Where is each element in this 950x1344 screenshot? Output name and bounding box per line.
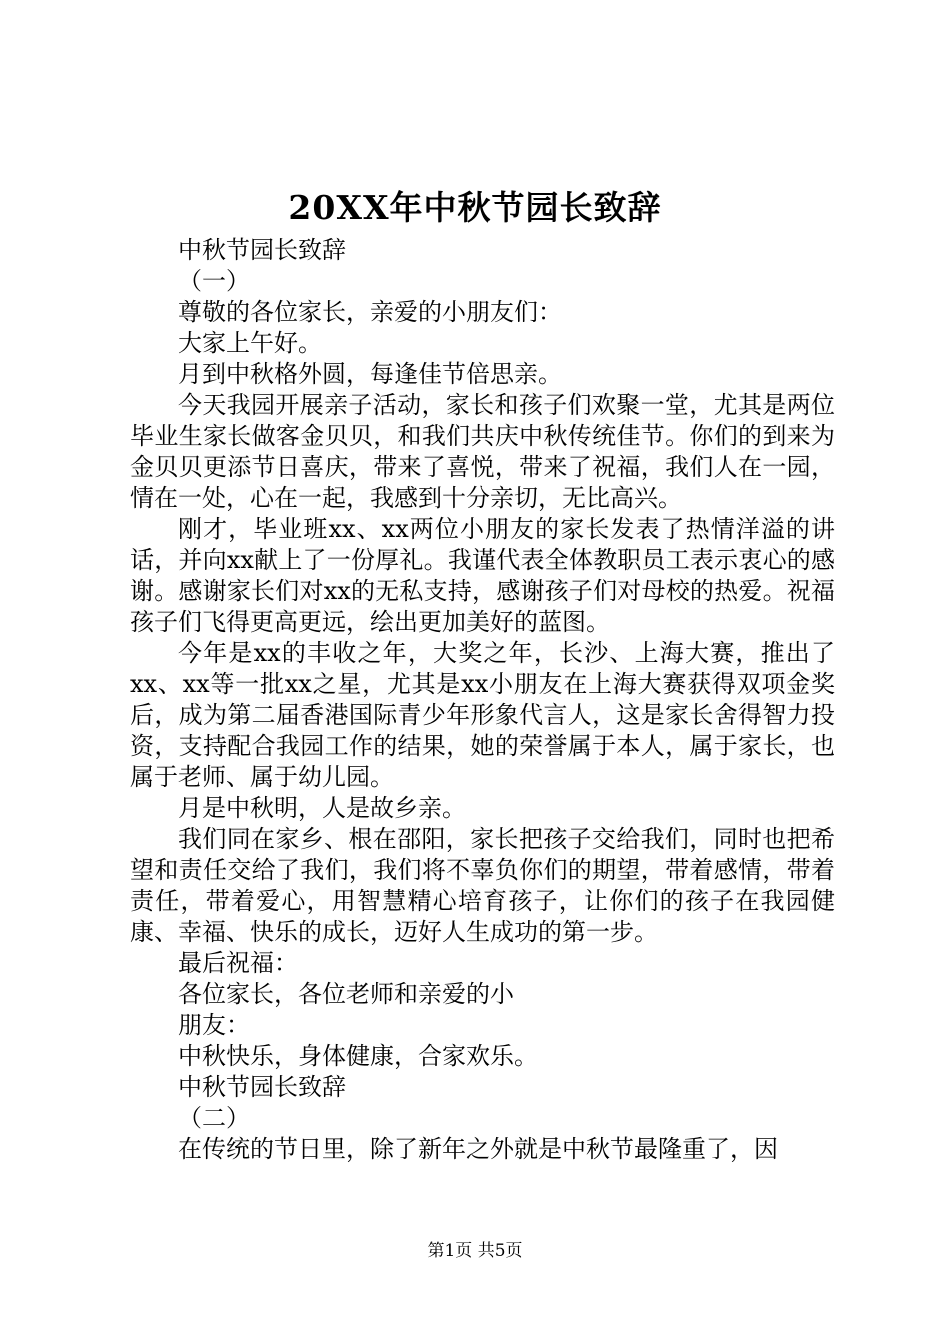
paragraph: 我们同在家乡、根在邵阳，家长把孩子交给我们，同时也把希望和责任交给了我们，我们将不辜负你们的期望，带着感情，带着责任，带着爱心，用智慧精心培育孩子，让你们的孩子在我园健康、幸福、快乐的成长，迈好人生成功的第一步。 [130, 825, 835, 946]
section-heading: 中秋节园长致辞 [178, 1073, 346, 1101]
paragraph: 月到中秋格外圆，每逢佳节倍思亲。 [178, 360, 562, 388]
closing-heading: 最后祝福： [178, 949, 298, 977]
closing-line: 朋友： [178, 1011, 250, 1039]
document-title: 20XX年中秋节园长致辞 [288, 188, 662, 227]
paragraph: 刚才，毕业班xx、xx两位小朋友的家长发表了热情洋溢的讲话，并向xx献上了一份厚礼。我谨代表全体教职员工表示衷心的感谢。感谢家长们对xx的无私支持，感谢孩子们对母校的热爱。祝福孩子们飞得更高更远，绘出更加美好的蓝图。 [130, 515, 835, 636]
paragraph: 今天我园开展亲子活动，家长和孩子们欢聚一堂，尤其是两位毕业生家长做客金贝贝，和我们共庆中秋传统佳节。你们的到来为金贝贝更添节日喜庆，带来了喜悦，带来了祝福，我们人在一园，情在一处，心在一起，我感到十分亲切，无比高兴。 [130, 391, 835, 512]
paragraph: 今年是xx的丰收之年，大奖之年，长沙、上海大赛，推出了xx、xx等一批xx之星，尤其是xx小朋友在上海大赛获得双项金奖后，成为第二届香港国际青少年形象代言人，这是家长舍得智力投资，支持配合我园工作的结果，她的荣誉属于本人，属于家长，也属于老师、属于幼儿园。 [130, 639, 835, 791]
paragraph: 月是中秋明，人是故乡亲。 [178, 794, 466, 822]
document-body [130, 235, 835, 1165]
greeting: 大家上午好。 [178, 329, 322, 357]
closing-line: 各位家长，各位老师和亲爱的小 [178, 980, 514, 1008]
section-heading: 中秋节园长致辞 [178, 236, 346, 264]
paragraph: 在传统的节日里，除了新年之外就是中秋节最隆重了，因 [178, 1135, 778, 1163]
closing-wish: 中秋快乐，身体健康，合家欢乐。 [178, 1042, 538, 1070]
salutation: 尊敬的各位家长，亲爱的小朋友们： [178, 298, 562, 326]
section-number: （二） [178, 1104, 250, 1132]
section-number: （一） [178, 267, 250, 295]
page-footer: 第1页 共5页 [427, 1241, 523, 1261]
